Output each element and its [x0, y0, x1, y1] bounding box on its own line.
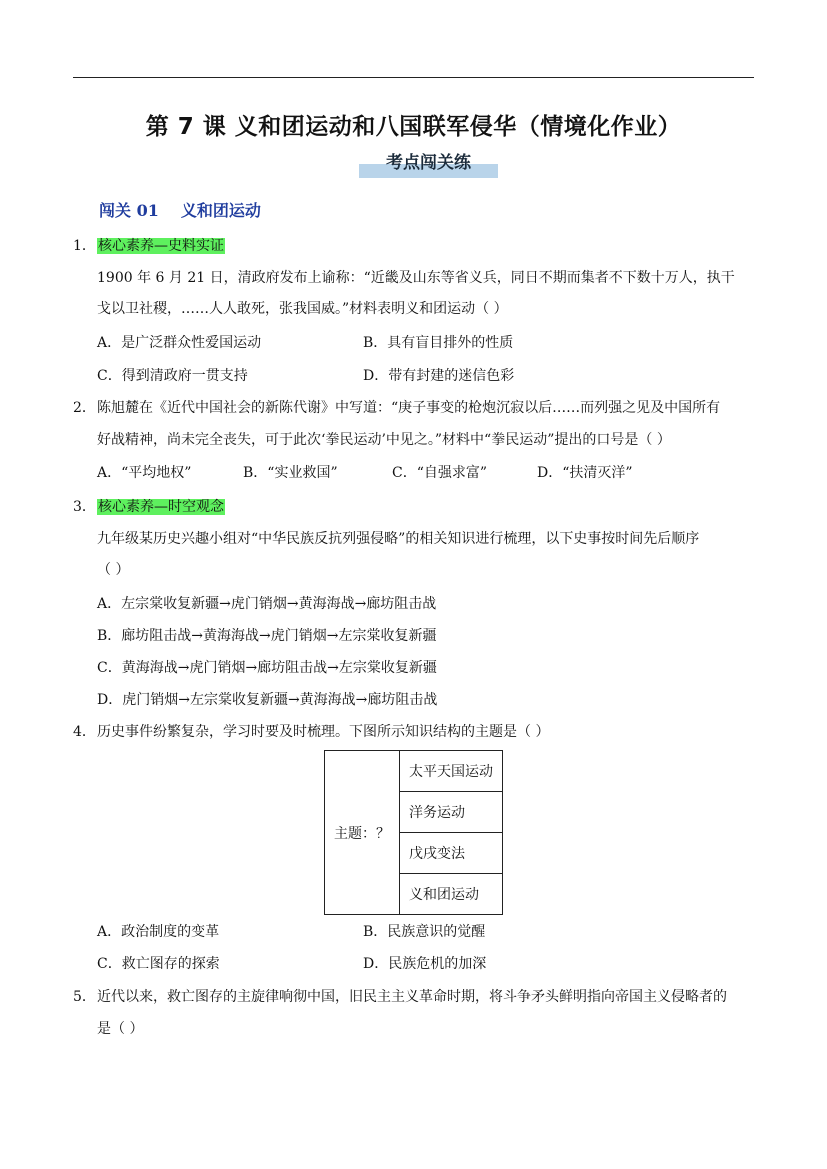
section-label: 闯关 01: [99, 201, 159, 220]
question-3-number: 3．: [73, 499, 96, 515]
question-2-stem-line-1: 陈旭麓在《近代中国社会的新陈代谢》中写道：“庚子事变的枪炮沉寂以后……而列强之见及中国所有: [97, 400, 721, 416]
question-5-number: 5．: [73, 989, 96, 1005]
diagram-item: 太平天国运动: [400, 751, 503, 792]
question-5-stem-line-1: 近代以来，救亡图存的主旋律响彻中国，旧民主主义革命时期，将斗争矛头鲜明指向帝国主义侵略者的: [97, 989, 727, 1005]
question-2-option-a[interactable]: A．“平均地权”: [97, 465, 192, 481]
question-4-number: 4．: [73, 724, 96, 740]
question-1-option-c[interactable]: C．得到清政府一贯支持: [97, 368, 248, 384]
question-3-option-a[interactable]: A．左宗棠收复新疆→虎门销烟→黄海海战→廊坊阻击战: [97, 596, 437, 612]
question-1-stem-line-2: 戈以卫社稷，……人人敢死，张我国威。”材料表明义和团运动（ ）: [97, 301, 508, 317]
question-5-stem-line-2: 是（ ）: [97, 1021, 144, 1037]
question-1-stem-line-1: 1900 年 6 月 21 日，清政府发布上谕称：“近畿及山东等省义兵，同日不期而集者不下数十万人，执干: [97, 270, 735, 286]
question-2-option-b[interactable]: B．“实业救国”: [243, 465, 338, 481]
question-2-number: 2．: [73, 400, 96, 416]
header-rule: [73, 77, 754, 78]
knowledge-structure-diagram: [324, 750, 503, 915]
question-1-tag: [97, 236, 225, 256]
question-4-stem-line-1: 历史事件纷繁复杂，学习时要及时梳理。下图所示知识结构的主题是（ ）: [97, 724, 550, 740]
diagram-item: 戊戌变法: [400, 833, 503, 874]
question-1-option-d[interactable]: D．带有封建的迷信色彩: [363, 368, 515, 384]
question-1-tag-text: 核心素养—史料实证: [98, 238, 224, 254]
question-3-option-b[interactable]: B．廊坊阻击战→黄海海战→虎门销烟→左宗棠收复新疆: [97, 628, 437, 644]
question-4-option-b[interactable]: B．民族意识的觉醒: [363, 924, 486, 940]
question-4-option-d[interactable]: D．民族危机的加深: [363, 956, 487, 972]
question-1-option-b[interactable]: B．具有盲目排外的性质: [363, 335, 514, 351]
section-heading: [99, 198, 283, 221]
page-title: 第 7 课 义和团运动和八国联军侵华（情境化作业）: [145, 114, 682, 140]
diagram-item: 洋务运动: [400, 792, 503, 833]
question-1-option-a[interactable]: A．是广泛群众性爱国运动: [97, 335, 262, 351]
section-banner: [359, 150, 498, 178]
question-3-tag-text: 核心素养—时空观念: [98, 499, 224, 515]
question-2-option-c[interactable]: C．“自强求富”: [392, 465, 488, 481]
question-3-option-c[interactable]: C．黄海海战→虎门销烟→廊坊阻击战→左宗棠收复新疆: [97, 660, 437, 676]
question-1-number: 1．: [73, 238, 96, 254]
diagram-main-topic: 主题：？: [325, 751, 400, 915]
question-3-tag: [97, 497, 225, 517]
question-2-stem-line-2: 好战精神，尚未完全丧失，可于此次‘拳民运动’中见之。”材料中“拳民运动”提出的口号是（ ）: [97, 432, 671, 448]
diagram-item: 义和团运动: [400, 874, 503, 915]
question-3-option-d[interactable]: D．虎门销烟→左宗棠收复新疆→黄海海战→廊坊阻击战: [97, 692, 438, 708]
section-name: 义和团运动: [180, 201, 261, 220]
question-4-option-a[interactable]: A．政治制度的变革: [97, 924, 220, 940]
question-3-stem-line-1: 九年级某历史兴趣小组对“中华民族反抗列强侵略”的相关知识进行梳理，以下史事按时间先后顺序: [97, 531, 700, 547]
question-3-stem-line-2: （ ）: [97, 562, 130, 578]
question-2-option-d[interactable]: D．“扶清灭洋”: [537, 465, 633, 481]
banner-text: 考点闯关练: [386, 153, 471, 173]
question-4-option-c[interactable]: C．救亡图存的探索: [97, 956, 220, 972]
